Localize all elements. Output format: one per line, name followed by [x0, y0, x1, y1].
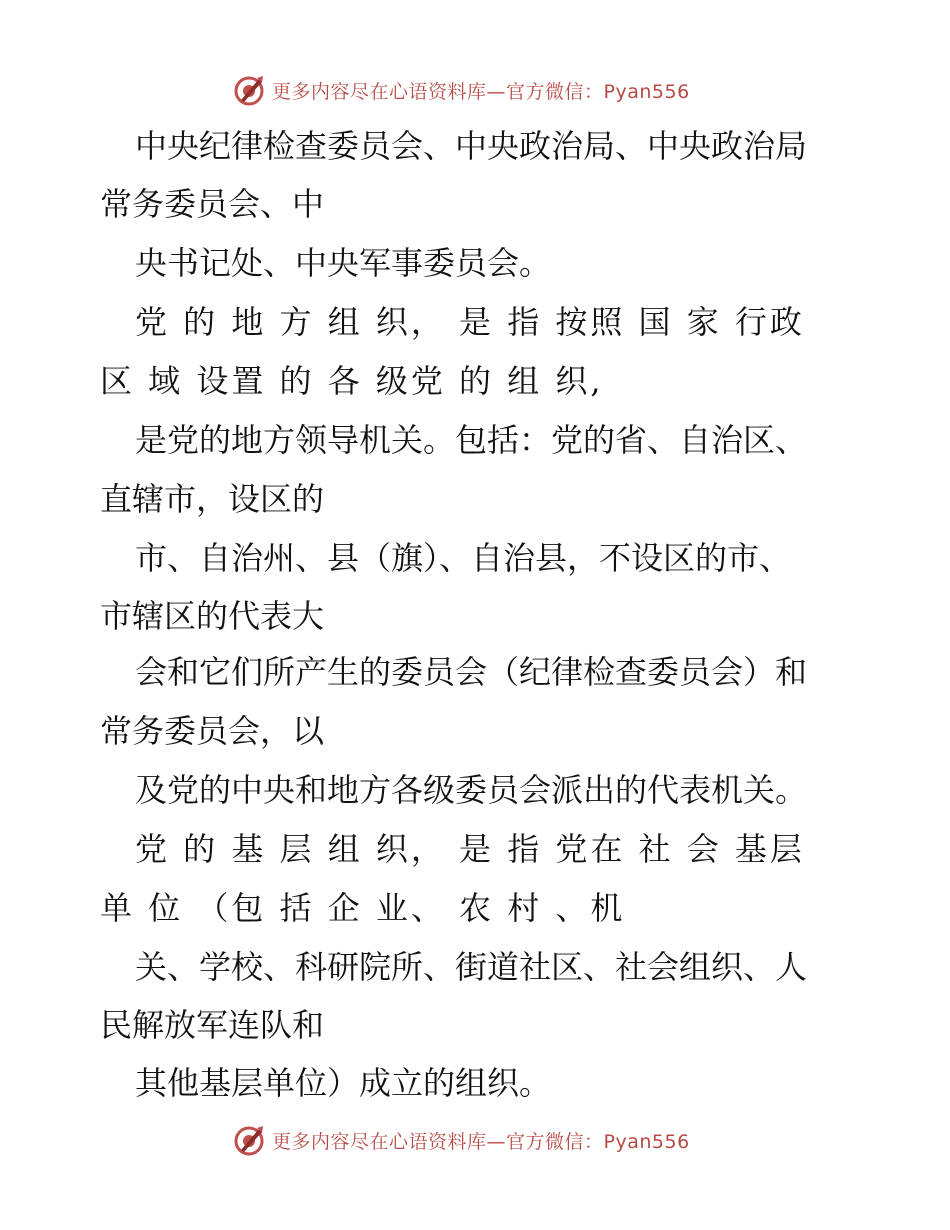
body-line-13: 党 的 基 层 组 织， 是 指 党在 社 会 基层: [135, 830, 805, 868]
body-line-12: 及党的中央和地方各级委员会派出的代表机关。: [135, 771, 808, 809]
body-line-1: 中央纪律检查委员会、中央政治局、中央政治局: [135, 127, 808, 165]
body-line-17: 其他基层单位）成立的组织。: [135, 1064, 552, 1102]
header-watermark-text: 更多内容尽在心语资料库—官方微信：Pyan556: [272, 80, 690, 103]
body-line-4: 党 的 地 方 组 织， 是 指 按照 国 家 行政: [135, 303, 805, 341]
body-line-15: 关、学校、科研院所、街道社区、社会组织、人: [135, 948, 808, 986]
brush-logo-icon: [232, 1123, 266, 1157]
body-line-14: 单 位 （包 括 企 业、 农 村 、机: [100, 889, 626, 927]
body-line-16: 民解放军连队和: [100, 1006, 325, 1044]
body-line-3: 央书记处、中央军事委员会。: [135, 244, 552, 282]
brush-logo-icon: [232, 73, 266, 107]
body-line-11: 常务委员会，以: [100, 712, 325, 750]
body-line-10: 会和它们所产生的委员会（纪律检查委员会）和: [135, 653, 808, 691]
footer-watermark-banner: [232, 1123, 690, 1157]
body-line-5: 区 域 设置 的 各 级党 的 组 织,: [100, 362, 604, 400]
header-watermark-banner: [232, 73, 690, 107]
body-line-9: 市辖区的代表大: [100, 597, 325, 635]
body-line-6: 是党的地方领导机关。包括：党的省、自治区、: [135, 421, 808, 459]
body-line-8: 市、自治州、县（旗）、自治县，不设区的市、: [135, 539, 792, 577]
footer-watermark-text: 更多内容尽在心语资料库—官方微信：Pyan556: [272, 1130, 690, 1153]
body-line-7: 直辖市，设区的: [100, 480, 325, 518]
body-line-2: 常务委员会、中: [100, 185, 325, 223]
